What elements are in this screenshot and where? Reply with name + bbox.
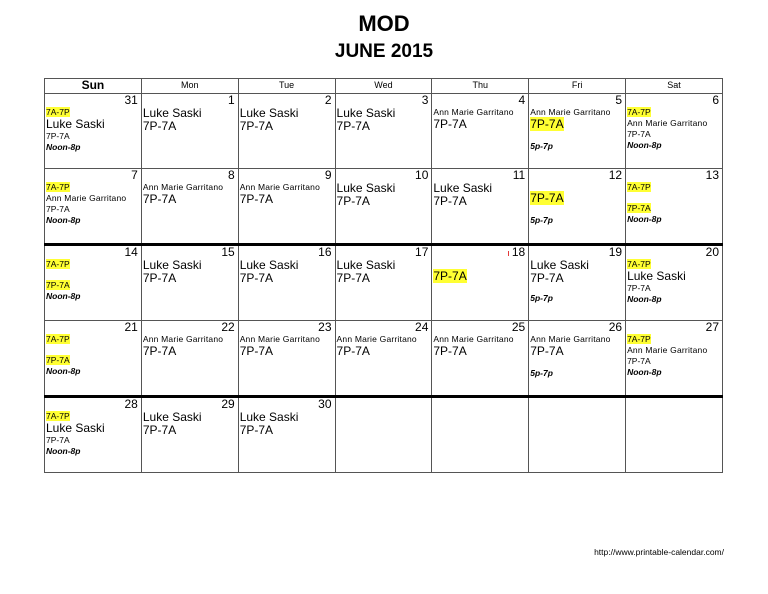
shift-text: Luke Saski bbox=[336, 181, 396, 195]
day-cell bbox=[626, 397, 723, 473]
day-cell bbox=[45, 397, 142, 473]
page-title: MOD bbox=[358, 11, 410, 36]
month-title: JUNE 2015 bbox=[334, 41, 434, 62]
day-number: 3 bbox=[421, 93, 429, 107]
shift-text: Ann Marie Garritano bbox=[142, 182, 224, 192]
shift-text: 7P-7A bbox=[46, 355, 70, 365]
shift-entry bbox=[45, 193, 141, 204]
shift-entry bbox=[45, 131, 141, 142]
shift-entry bbox=[45, 366, 141, 377]
day-number: 4 bbox=[518, 93, 526, 107]
day-number: 13 bbox=[705, 168, 719, 182]
day-cell bbox=[141, 397, 238, 473]
shift-entry bbox=[239, 272, 335, 285]
week-row bbox=[45, 94, 723, 169]
shift-text: Noon-8p bbox=[46, 446, 81, 456]
shift-entry bbox=[626, 182, 722, 193]
weekday-header-row bbox=[45, 79, 723, 94]
shift-entry bbox=[336, 120, 432, 133]
shift-text: 7P-7A bbox=[239, 119, 274, 133]
shift-entry bbox=[529, 215, 625, 226]
day-number: 17 bbox=[415, 245, 429, 259]
day-number: 29 bbox=[221, 397, 235, 411]
day-number: 10 bbox=[415, 168, 429, 182]
shift-entry bbox=[142, 193, 238, 206]
shift-entry bbox=[239, 193, 335, 206]
day-number: 28 bbox=[124, 397, 138, 411]
day-number: 23 bbox=[318, 320, 332, 334]
shift-entry bbox=[626, 294, 722, 305]
day-cell bbox=[626, 94, 723, 169]
day-number: 27 bbox=[705, 320, 719, 334]
shift-text: Ann Marie Garritano bbox=[530, 107, 611, 117]
calendar-grid bbox=[44, 78, 723, 473]
day-number: 7 bbox=[131, 168, 138, 182]
shift-entry bbox=[239, 345, 335, 358]
spacer bbox=[45, 345, 141, 355]
shift-text: 5p-7p bbox=[530, 141, 553, 151]
day-cell bbox=[432, 169, 529, 245]
shift-entry bbox=[45, 142, 141, 153]
day-number: 19 bbox=[608, 245, 623, 259]
shift-entry bbox=[142, 424, 238, 437]
shift-entry bbox=[45, 435, 141, 446]
shift-text: 7P-7A bbox=[239, 192, 274, 206]
day-cell bbox=[529, 245, 626, 321]
shift-entry bbox=[529, 192, 625, 205]
shift-entry bbox=[45, 118, 141, 131]
shift-entry bbox=[336, 195, 432, 208]
shift-text: 7P-7A bbox=[627, 129, 651, 139]
shift-text: 7P-7A bbox=[46, 435, 70, 445]
day-number: 20 bbox=[705, 245, 719, 259]
shift-entry bbox=[45, 182, 141, 193]
day-cell bbox=[335, 169, 432, 245]
shift-text: 7A-7P bbox=[627, 259, 651, 269]
shift-text: 7A-7P bbox=[627, 182, 651, 192]
week-row bbox=[45, 321, 723, 397]
day-number: 15 bbox=[221, 245, 235, 259]
shift-text: Luke Saski bbox=[336, 106, 396, 120]
day-number: 1 bbox=[228, 93, 235, 107]
shift-entry bbox=[45, 280, 141, 291]
shift-entry bbox=[432, 118, 528, 131]
day-number: 22 bbox=[221, 320, 235, 334]
shift-text: 7P-7A bbox=[530, 344, 564, 358]
shift-entry bbox=[626, 118, 722, 129]
shift-entry bbox=[432, 270, 528, 283]
shift-text: Ann Marie Garritano bbox=[239, 334, 321, 344]
day-number: 31 bbox=[124, 93, 138, 107]
shift-text: 7A-7P bbox=[46, 411, 70, 421]
day-cell bbox=[141, 169, 238, 245]
day-number: 2 bbox=[324, 93, 332, 107]
shift-entry bbox=[529, 118, 625, 131]
weekday-tue: Tue bbox=[238, 79, 335, 94]
day-number: 8 bbox=[228, 168, 235, 182]
shift-entry bbox=[336, 272, 432, 285]
shift-entry bbox=[239, 120, 335, 133]
day-number: 14 bbox=[124, 245, 138, 259]
week-row bbox=[45, 397, 723, 473]
shift-text: 7A-7P bbox=[627, 107, 651, 117]
shift-entry bbox=[45, 422, 141, 435]
week-row bbox=[45, 245, 723, 321]
shift-entry bbox=[142, 120, 238, 133]
shift-entry bbox=[626, 129, 722, 140]
shift-text: 7A-7P bbox=[46, 107, 70, 117]
shift-text: 7P-7A bbox=[239, 344, 274, 358]
shift-text: 7P-7A bbox=[239, 423, 274, 437]
day-number: 16 bbox=[318, 245, 332, 259]
shift-entry bbox=[432, 195, 528, 208]
shift-text: Luke Saski bbox=[239, 410, 299, 424]
weekday-wed: Wed bbox=[335, 79, 432, 94]
day-cell bbox=[238, 245, 335, 321]
shift-text: Luke Saski bbox=[46, 117, 105, 131]
day-number: 21 bbox=[124, 320, 138, 334]
shift-text: Luke Saski bbox=[142, 410, 202, 424]
day-cell bbox=[626, 321, 723, 397]
shift-text: 7A-7P bbox=[46, 334, 70, 344]
shift-text: Noon-8p bbox=[627, 294, 662, 304]
spacer bbox=[529, 131, 625, 141]
day-cell bbox=[529, 321, 626, 397]
shift-entry bbox=[45, 446, 141, 457]
day-cell bbox=[432, 321, 529, 397]
shift-text: 7P-7A bbox=[530, 117, 564, 131]
shift-text: Noon-8p bbox=[627, 214, 662, 224]
spacer bbox=[529, 358, 625, 368]
day-cell bbox=[626, 245, 723, 321]
day-number: 5 bbox=[615, 93, 623, 107]
day-cell bbox=[432, 245, 529, 321]
shift-text: Ann Marie Garritano bbox=[46, 193, 127, 203]
shift-text: 5p-7p bbox=[530, 368, 553, 378]
shift-text: 7P-7A bbox=[336, 344, 370, 358]
day-cell bbox=[432, 94, 529, 169]
day-cell bbox=[238, 94, 335, 169]
day-cell bbox=[45, 245, 142, 321]
shift-text: Ann Marie Garritano bbox=[239, 182, 321, 192]
day-cell bbox=[141, 94, 238, 169]
shift-entry bbox=[529, 293, 625, 304]
shift-text: 7A-7P bbox=[46, 182, 70, 192]
shift-entry bbox=[529, 272, 625, 285]
shift-entry bbox=[626, 107, 722, 118]
shift-entry bbox=[432, 345, 528, 358]
shift-entry bbox=[239, 424, 335, 437]
day-cell bbox=[45, 321, 142, 397]
shift-text: Luke Saski bbox=[530, 258, 589, 272]
day-cell bbox=[335, 397, 432, 473]
week-row bbox=[45, 169, 723, 245]
shift-text: 7P-7A bbox=[433, 344, 467, 358]
day-cell bbox=[238, 397, 335, 473]
day-number: 9 bbox=[324, 168, 332, 182]
weekday-mon: Mon bbox=[141, 79, 238, 94]
shift-entry bbox=[529, 141, 625, 152]
shift-text: 7A-7P bbox=[46, 259, 70, 269]
shift-text: 7P-7A bbox=[46, 131, 70, 141]
shift-text: 7P-7A bbox=[142, 344, 177, 358]
shift-entry bbox=[626, 345, 722, 356]
day-number: 30 bbox=[318, 397, 332, 411]
shift-entry bbox=[336, 345, 432, 358]
shift-entry bbox=[45, 259, 141, 270]
shift-text: Luke Saski bbox=[239, 106, 299, 120]
shift-entry bbox=[45, 204, 141, 215]
shift-text: Ann Marie Garritano bbox=[433, 107, 514, 117]
day-number: 6 bbox=[712, 93, 719, 107]
shift-text: 7P-7A bbox=[46, 280, 70, 290]
weekday-sun: Sun bbox=[45, 79, 142, 94]
day-cell bbox=[529, 94, 626, 169]
shift-text: 7P-7A bbox=[336, 271, 370, 285]
shift-text: 7P-7A bbox=[46, 204, 70, 214]
day-cell bbox=[141, 245, 238, 321]
shift-text: 7P-7A bbox=[627, 203, 651, 213]
shift-entry bbox=[45, 291, 141, 302]
shift-text: Ann Marie Garritano bbox=[336, 334, 417, 344]
shift-text: Noon-8p bbox=[627, 367, 662, 377]
shift-text: 5p-7p bbox=[530, 293, 553, 303]
footer-url: http://www.printable-calendar.com/ bbox=[594, 547, 724, 557]
shift-entry bbox=[45, 355, 141, 366]
shift-entry bbox=[626, 356, 722, 367]
shift-text: Luke Saski bbox=[627, 269, 686, 283]
shift-text: 7P-7A bbox=[627, 283, 651, 293]
shift-text: Ann Marie Garritano bbox=[433, 334, 514, 344]
shift-text: 7P-7A bbox=[239, 271, 274, 285]
shift-text: Luke Saski bbox=[239, 258, 299, 272]
shift-entry bbox=[142, 345, 238, 358]
day-cell bbox=[45, 94, 142, 169]
day-cell bbox=[335, 94, 432, 169]
shift-entry bbox=[626, 367, 722, 378]
shift-text: 7P-7A bbox=[336, 119, 370, 133]
day-cell bbox=[335, 245, 432, 321]
day-cell bbox=[626, 169, 723, 245]
spacer bbox=[529, 285, 625, 293]
weekday-thu: Thu bbox=[432, 79, 529, 94]
shift-entry bbox=[626, 270, 722, 283]
shift-text: 7P-7A bbox=[336, 194, 370, 208]
shift-text: Ann Marie Garritano bbox=[627, 345, 708, 355]
shift-text: 7P-7A bbox=[142, 119, 177, 133]
shift-text: 7P-7A bbox=[433, 194, 467, 208]
day-cell bbox=[335, 321, 432, 397]
shift-text: 7P-7A bbox=[142, 271, 177, 285]
shift-text: 7P-7A bbox=[627, 356, 651, 366]
day-cell bbox=[432, 397, 529, 473]
day-number: ı 18 bbox=[432, 246, 528, 260]
day-cell bbox=[238, 321, 335, 397]
shift-entry bbox=[626, 214, 722, 225]
shift-entry bbox=[626, 140, 722, 151]
day-number: 24 bbox=[415, 320, 429, 334]
shift-text: 7P-7A bbox=[433, 117, 467, 131]
shift-text: Noon-8p bbox=[46, 215, 81, 225]
shift-entry bbox=[529, 368, 625, 379]
shift-text: 7A-7P bbox=[627, 334, 651, 344]
shift-text: Luke Saski bbox=[142, 106, 202, 120]
shift-text: Luke Saski bbox=[142, 258, 202, 272]
shift-text: Ann Marie Garritano bbox=[142, 334, 224, 344]
shift-text: Ann Marie Garritano bbox=[530, 334, 611, 344]
shift-text: Luke Saski bbox=[336, 258, 396, 272]
day-cell bbox=[529, 169, 626, 245]
shift-text: Luke Saski bbox=[46, 421, 105, 435]
shift-text: 7P-7A bbox=[433, 269, 467, 283]
shift-text: Noon-8p bbox=[627, 140, 662, 150]
shift-entry bbox=[142, 272, 238, 285]
shift-text: 7P-7A bbox=[142, 192, 177, 206]
shift-text: Noon-8p bbox=[46, 366, 81, 376]
day-number: 12 bbox=[608, 168, 623, 182]
shift-text: Ann Marie Garritano bbox=[627, 118, 708, 128]
shift-text: 7P-7A bbox=[142, 423, 177, 437]
shift-entry bbox=[626, 203, 722, 214]
shift-entry bbox=[45, 334, 141, 345]
spacer bbox=[45, 270, 141, 280]
shift-text: Noon-8p bbox=[46, 291, 81, 301]
spacer bbox=[529, 205, 625, 215]
shift-entry bbox=[626, 283, 722, 294]
shift-text: 5p-7p bbox=[530, 215, 553, 225]
shift-text: 7P-7A bbox=[530, 271, 564, 285]
day-cell bbox=[238, 169, 335, 245]
day-cell bbox=[529, 397, 626, 473]
weekday-sat: Sat bbox=[626, 79, 723, 94]
shift-text: Noon-8p bbox=[46, 142, 81, 152]
shift-entry bbox=[529, 345, 625, 358]
day-number: 11 bbox=[512, 168, 526, 182]
shift-text: 7P-7A bbox=[530, 191, 564, 205]
shift-entry bbox=[626, 334, 722, 345]
day-number: 25 bbox=[511, 320, 526, 334]
shift-text: Luke Saski bbox=[433, 181, 493, 195]
day-cell bbox=[141, 321, 238, 397]
shift-entry bbox=[45, 215, 141, 226]
day-cell bbox=[45, 169, 142, 245]
day-number: 26 bbox=[608, 320, 623, 334]
spacer bbox=[626, 193, 722, 203]
weekday-fri: Fri bbox=[529, 79, 626, 94]
